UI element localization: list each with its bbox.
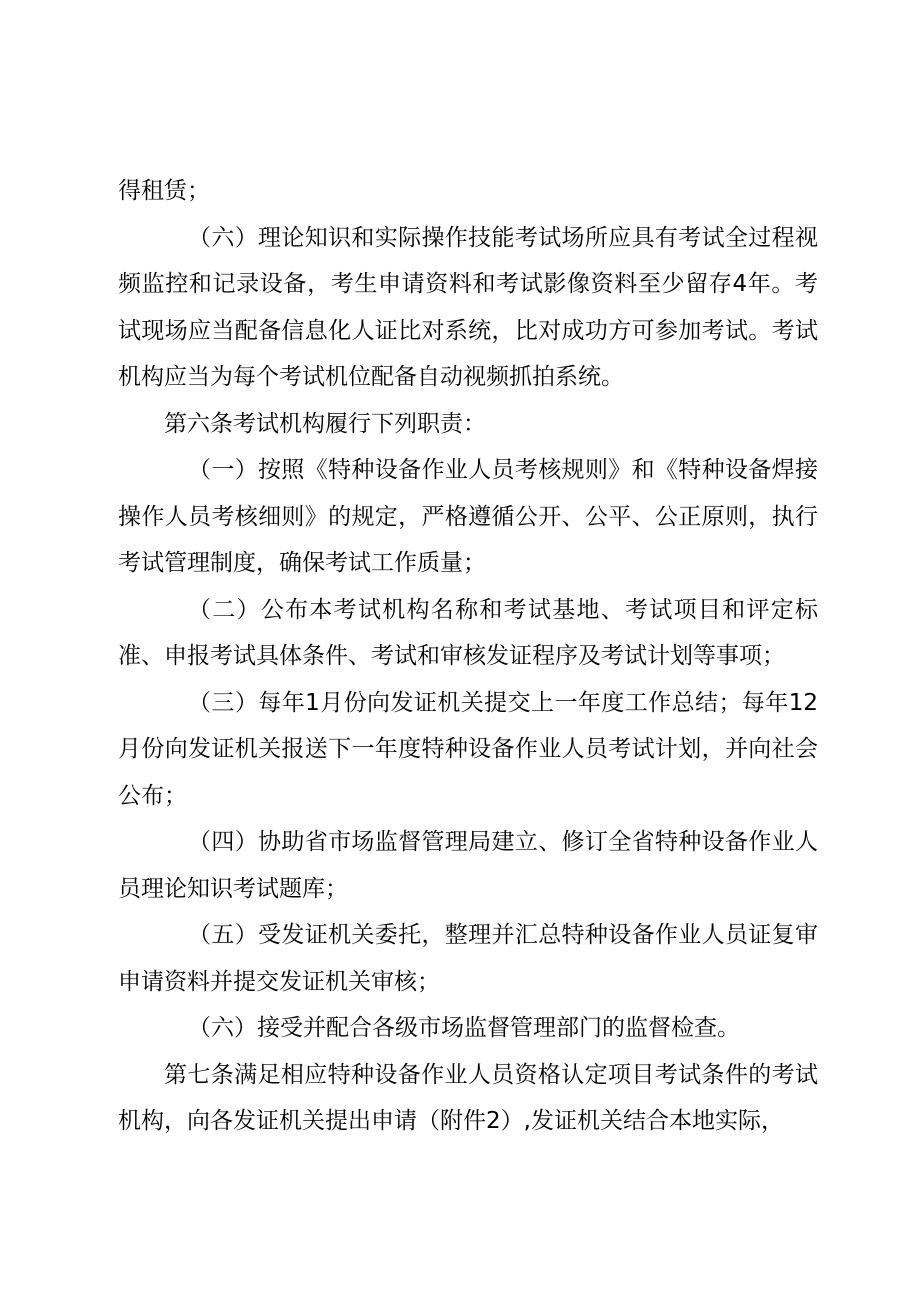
paragraph-continuation: 得租赁； [118,178,210,204]
paragraph-duty-3: （三）每年1月份向发证机关提交上一年度工作总结；每年12月份向发证机关报送下一年度特种设备作业人员考试计划，并向社会公布； [118,689,818,809]
paragraph-duty-5: （五）受发证机关委托，整理并汇总特种设备作业人员证复审申请资料并提交发证机关审核； [118,922,818,995]
paragraph-article-7: 第七条满足相应特种设备作业人员资格认定项目考试条件的考试机构，向各发证机关提出申请（附件2）,发证机关结合本地实际， [118,1061,818,1134]
paragraph-item-6-exam-venue: （六）理论知识和实际操作技能考试场所应具有考试全过程视频监控和记录设备，考生申请资料和考试影像资料至少留存4年。考试现场应当配备信息化人证比对系统，比对成功方可参加考试。考试机构应当为每个考试机位配备自动视频抓拍系统。 [118,224,818,390]
paragraph-duty-4: （四）协助省市场监督管理局建立、修订全省特种设备作业人员理论知识考试题库； [118,829,818,902]
paragraph-article-6: 第六条考试机构履行下列职责： [164,410,486,437]
document-body [118,168,818,1145]
paragraph-duty-6: （六）接受并配合各级市场监督管理部门的监督检查。 [188,1015,740,1041]
paragraph-duty-2: （二）公布本考试机构名称和考试基地、考试项目和评定标准、申报考试具体条件、考试和审核发证程序及考试计划等事项； [118,596,818,669]
paragraph-duty-1: （一）按照《特种设备作业人员考核规则》和《特种设备焊接操作人员考核细则》的规定，严格遵循公开、公平、公正原则，执行考试管理制度，确保考试工作质量； [118,457,818,576]
